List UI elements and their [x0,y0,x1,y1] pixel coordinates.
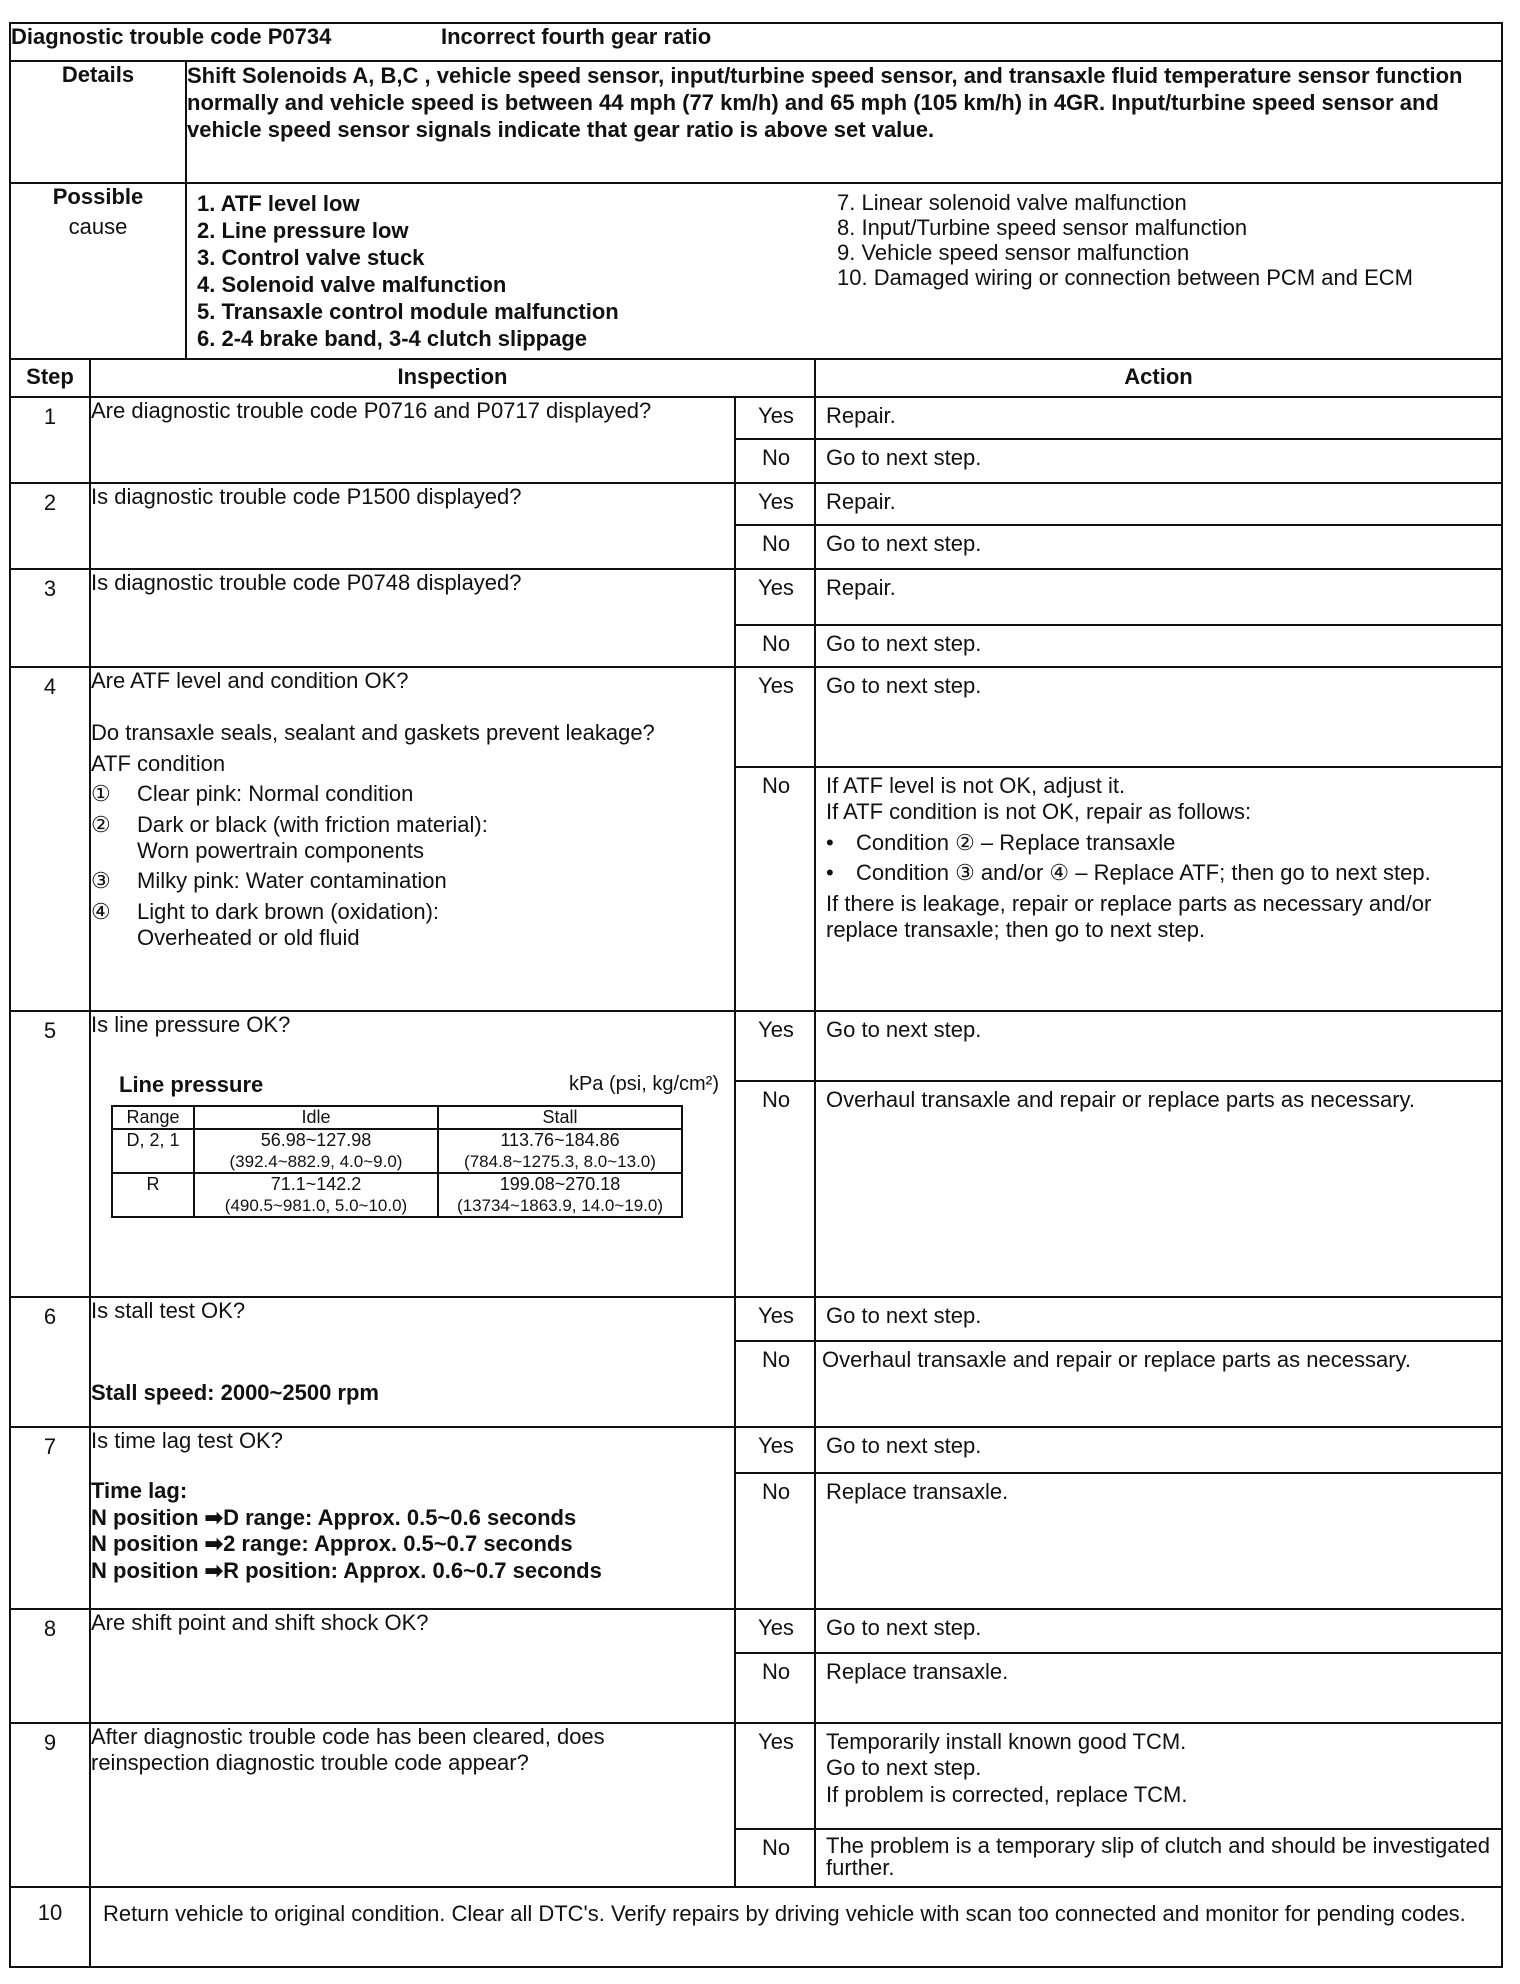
yes-action: Go to next step. [816,1012,1501,1082]
yes-action: Repair. [816,570,1501,626]
lp-header-cell: Idle [194,1106,438,1130]
step-number: 2 [10,483,90,569]
cause-item: 9. Vehicle speed sensor malfunction [837,240,1190,265]
condition-mark: ③ [91,868,111,894]
cause-item: 6. 2-4 brake band, 3-4 clutch slippage [197,326,588,351]
yes-no-cell [735,1011,815,1297]
yes-label: Yes [736,570,814,626]
cause-item: 4. Solenoid valve malfunction [197,272,507,297]
yes-no-cell [735,1723,815,1887]
action-cell [815,1723,1502,1887]
no-label: No [761,1479,791,1504]
step-row-3 [10,569,1502,667]
yes-action: Go to next step. [816,668,1501,768]
condition-text-2: Overheated or old fluid [137,925,360,951]
step-question: Is line pressure OK? [91,1012,291,1037]
condition-text: Light to dark brown (oxidation): [137,898,440,924]
lp-stall: 199.08~270.18 (13734~1863.9, 14.0~19.0) [438,1173,682,1217]
atf-condition-item [91,812,734,865]
condition-text: Dark or black (with friction material): [137,811,488,837]
no-action: Go to next step. [826,445,982,470]
step-inspection [90,1427,735,1609]
cause-item: 8. Input/Turbine speed sensor malfunction [837,215,1248,240]
possible-cause-label [10,183,186,359]
atf-condition-title: ATF condition [91,750,226,776]
no-action: Overhaul transaxle and repair or replace parts as necessary. [826,1087,1415,1112]
possible-cause-label-line1: Possible [52,184,144,209]
line-pressure-title: Line pressure [119,1072,264,1098]
atf-condition-item [91,781,734,807]
yes-no-cell [735,1427,815,1609]
yes-label: Yes [736,398,814,440]
action-column-header: Action [815,359,1502,397]
condition-mark: ① [91,781,111,807]
step-final-text: Return vehicle to original condition. Clear all DTC's. Verify repairs by driving vehicle with scan too connected and monitor for pending codes. [90,1887,1502,1967]
lp-stall: 113.76~184.86 (784.8~1275.3, 8.0~13.0) [438,1129,682,1173]
action-cell [815,569,1502,667]
cause-item: 7. Linear solenoid valve malfunction [837,190,1187,215]
cause-item: 10. Damaged wiring or connection between PCM and ECM [837,265,1413,290]
no-label: No [761,1347,791,1372]
no-action-bullet: • Condition ③ and/or ④ – Replace ATF; then go to next step. [826,860,1431,886]
yes-action-line: If problem is corrected, replace TCM. [826,1781,1188,1807]
step-question-2: Do transaxle seals, sealant and gaskets prevent leakage? [91,720,655,746]
step-column-header: Step [10,359,90,397]
step-question: After diagnostic trouble code has been cleared, does reinspection diagnostic trouble code appear? [90,1723,735,1887]
condition-mark: ② [91,811,111,837]
condition-mark: ④ [91,898,111,924]
no-action: Go to next step. [826,631,982,656]
yes-label: Yes [736,484,814,526]
no-action: Go to next step. [826,531,982,556]
step-row-6 [10,1297,1502,1427]
lp-range: R [112,1173,194,1217]
step-row-10 [10,1887,1502,1967]
yes-label: Yes [736,1012,814,1082]
action-cell [815,1297,1502,1427]
no-label: No [761,773,791,798]
action-cell [815,667,1502,1011]
step-row-8 [10,1609,1502,1723]
no-action-tail: If there is leakage, repair or replace parts as necessary and/or replace transaxle; then go to next step. [826,890,1432,942]
step-number: 8 [10,1609,90,1723]
time-lag-line: N position ➡D range: Approx. 0.5~0.6 seconds [91,1504,577,1530]
time-lag-title: Time lag: [91,1478,188,1504]
action-cell [815,1427,1502,1609]
yes-no-cell [735,1609,815,1723]
step-number: 4 [10,667,90,1011]
step-number: 5 [10,1011,90,1297]
details-text: Shift Solenoids A, B,C , vehicle speed sensor, input/turbine speed sensor, and transaxle fluid temperature sensor function normally and vehicle speed is between 44 mph (77 km/h) and 65 mph (105 km/h) in 4GR. Input/turbine speed sensor and vehicle speed sensor signals indicate that gear ratio is above set value. [186,61,1502,183]
line-pressure-unit: kPa (psi, kg/cm²) [568,1073,719,1096]
step-question: Is time lag test OK? [91,1428,283,1453]
yes-label: Yes [736,1724,814,1830]
cause-item: 5. Transaxle control module malfunction [197,299,619,324]
step-row-7 [10,1427,1502,1609]
no-label: No [761,531,791,556]
no-action: Replace transaxle. [826,1659,1009,1684]
lp-idle: 56.98~127.98 (392.4~882.9, 4.0~9.0) [194,1129,438,1173]
bullet-text: Condition ② – Replace transaxle [856,829,1176,855]
bullet-text: Condition ③ and/or ④ – Replace ATF; then go to next step. [856,860,1431,886]
no-label: No [761,1835,791,1860]
cause-item: 2. Line pressure low [197,218,409,243]
no-label: No [761,1087,791,1112]
lp-header-cell: Stall [438,1106,682,1130]
yes-action: Repair. [816,398,1501,440]
condition-text: Milky pink: Water contamination [137,868,447,894]
step-row-9 [10,1723,1502,1887]
yes-action-line: Temporarily install known good TCM. [826,1729,1187,1754]
no-label: No [761,445,791,470]
step-row-4 [10,667,1502,1011]
yes-no-cell [735,667,815,1011]
yes-no-cell [735,569,815,667]
action-cell [815,1011,1502,1297]
yes-no-cell [735,1297,815,1427]
action-cell [815,483,1502,569]
yes-action: Go to next step. [816,1610,1501,1654]
step-row-1 [10,397,1502,483]
no-action-line: If ATF condition is not OK, repair as follows: [826,799,1252,825]
step-inspection [90,1011,735,1297]
step-question: Is stall test OK? [91,1298,246,1323]
step-number: 9 [10,1723,90,1887]
yes-action-line: Go to next step. [826,1755,982,1781]
step-question: Is diagnostic trouble code P0748 displayed? [90,569,735,667]
lp-row [112,1129,682,1173]
condition-text-2: Worn powertrain components [137,837,424,863]
yes-label: Yes [736,1610,814,1654]
no-action-block [816,768,1501,946]
action-cell [815,397,1502,483]
step-inspection [90,1297,735,1427]
stall-speed-note: Stall speed: 2000~2500 rpm [91,1380,379,1406]
yes-action-block [816,1724,1501,1830]
time-lag-line: N position ➡R position: Approx. 0.6~0.7 seconds [91,1557,602,1583]
step-row-5 [10,1011,1502,1297]
dtc-code: Diagnostic trouble code P0734 [11,24,332,49]
possible-cause-label-line2: cause [68,214,128,240]
step-inspection [90,667,735,1011]
condition-text: Clear pink: Normal condition [137,781,414,807]
step-number: 1 [10,397,90,483]
cause-item: 3. Control valve stuck [197,245,425,270]
possible-cause-list [186,183,1502,359]
step-number: 6 [10,1297,90,1427]
no-action-line: If ATF level is not OK, adjust it. [826,773,1126,798]
no-action-bullet: • Condition ② – Replace transaxle [826,829,1176,855]
yes-no-cell [735,483,815,569]
yes-label: Yes [736,1428,814,1474]
no-action: Overhaul transaxle and repair or replace parts as necessary. [822,1347,1411,1372]
step-number: 10 [10,1887,90,1967]
time-lag-line: N position ➡2 range: Approx. 0.5~0.7 seconds [91,1531,573,1557]
yes-label: Yes [736,1298,814,1342]
cause-item: 1. ATF level low [197,191,360,216]
step-number: 3 [10,569,90,667]
no-action: Replace transaxle. [826,1479,1009,1504]
step-number: 7 [10,1427,90,1609]
no-label: No [761,1659,791,1684]
atf-condition-item [91,899,734,952]
dtc-title: Incorrect fourth gear ratio [441,24,712,49]
lp-range: D, 2, 1 [112,1129,194,1173]
yes-label: Yes [736,668,814,768]
diagnostic-table [9,22,1503,1968]
lp-row [112,1173,682,1217]
lp-idle: 71.1~142.2 (490.5~981.0, 5.0~10.0) [194,1173,438,1217]
line-pressure-table [111,1105,683,1219]
yes-action: Go to next step. [816,1428,1501,1474]
dtc-header [10,23,1502,61]
step-question: Are diagnostic trouble code P0716 and P0717 displayed? [90,397,735,483]
step-row-2 [10,483,1502,569]
step-question: Is diagnostic trouble code P1500 displayed? [90,483,735,569]
yes-action: Go to next step. [816,1298,1501,1342]
step-question: Are ATF level and condition OK? [91,668,409,693]
no-label: No [761,631,791,656]
yes-no-cell [735,397,815,483]
lp-header-cell: Range [112,1106,194,1130]
details-label: Details [10,61,186,183]
atf-condition-item [91,868,734,894]
no-action: The problem is a temporary slip of clutch and should be investigated further. [826,1833,1491,1880]
inspection-column-header: Inspection [90,359,815,397]
action-cell [815,1609,1502,1723]
step-question: Are shift point and shift shock OK? [90,1609,735,1723]
yes-action: Repair. [816,484,1501,526]
